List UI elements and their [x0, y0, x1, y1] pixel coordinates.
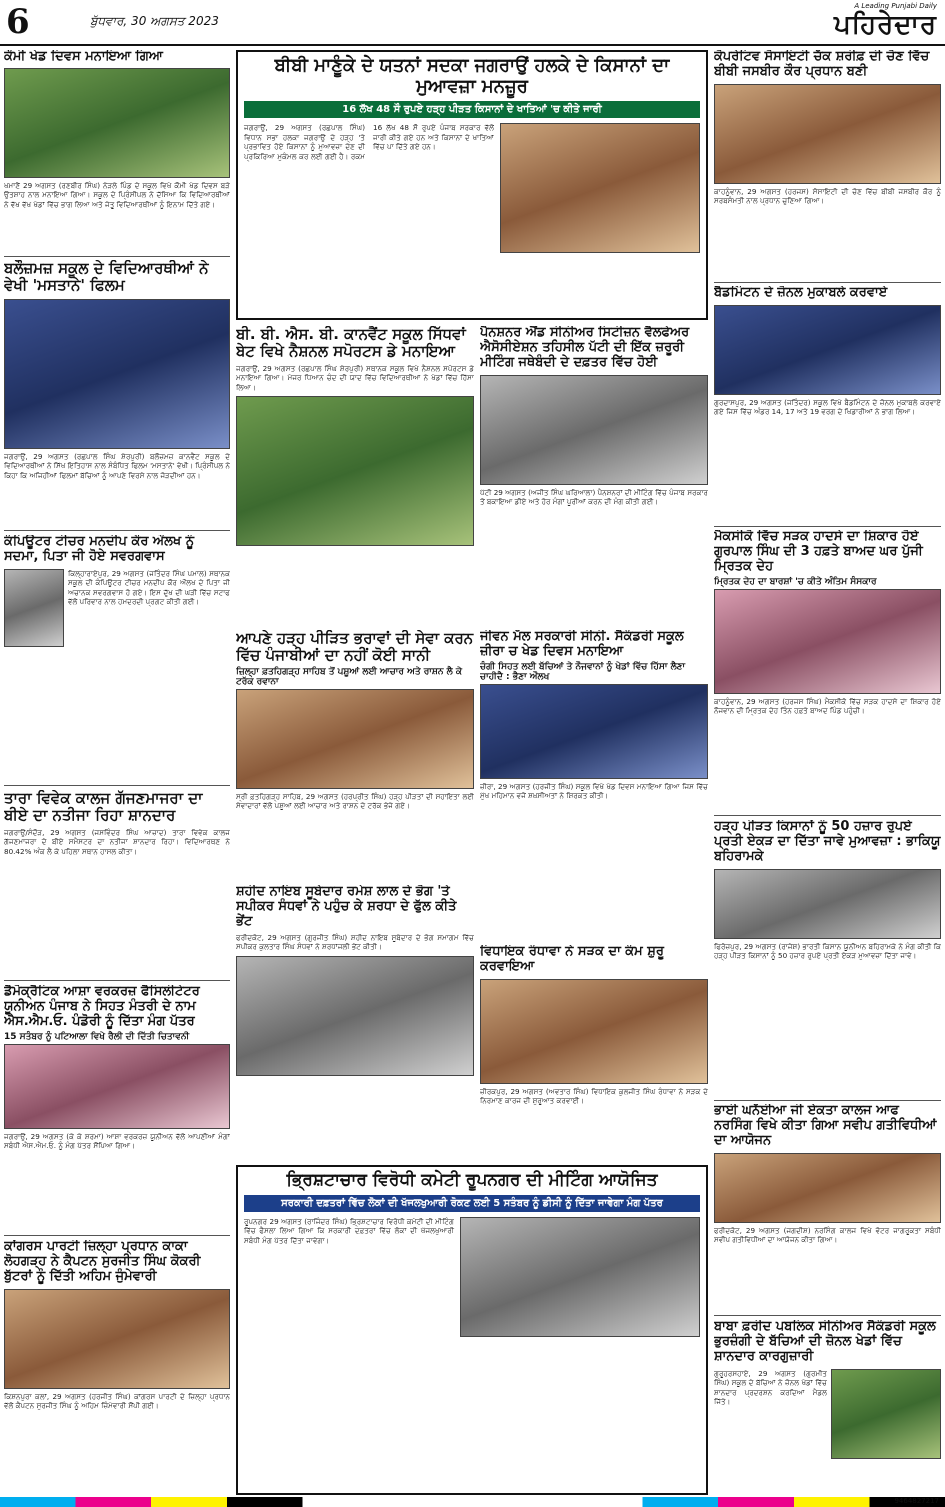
story-pensioners-meeting: [480, 326, 708, 626]
story-blossoms-school-film: [4, 260, 230, 580]
photo: [714, 1153, 941, 1223]
photo: [714, 869, 941, 939]
lead-strapline: 16 ਲੱਖ 48 ਸੌ ਰੁਪਏ ਹੜ੍ਹ ਪੀੜਤ ਕਿਸਾਨਾਂ ਦੇ ਖਾਤਿਆਂ 'ਚ ਕੀਤੇ ਜਾਰੀ: [244, 101, 700, 118]
photo: [4, 1044, 230, 1129]
story-baba-farid-school: [714, 1320, 941, 1495]
headline: ਕੰਪਿਊਟਰ ਟੀਚਰ ਮਨਦੀਪ ਕੌਰ ਔਲਖ ਨੂੰ ਸਦਮਾ, ਪਿਤਾ ਜੀ ਹੋਏ ਸਵਰਗਵਾਸ: [4, 535, 195, 564]
portrait-photo: [4, 569, 64, 647]
article-body: ਜਗਰਾਉਂ/ਸੰਦੌੜ, 29 ਅਗਸਤ (ਜਸਵਿੰਦਰ ਸਿੰਘ ਆਜ਼ਾਦ) ਤਾਰਾ ਵਿਵੇਕ ਕਾਲਜ ਗੱਜਣਮਾਜਰਾ ਦੇ ਬੀਏ ਸਮੈਸਟਰ ਦਾ ਨਤੀਜਾ ਸ਼ਾਨਦਾਰ ਰਿਹਾ। ਵਿਦਿਆਰਥਣ ਨੇ 80.42% ਅੰਕ ਲੈ ਕੇ ਪਹਿਲਾ ਸਥਾਨ ਹਾਸਲ ਕੀਤਾ।: [4, 827, 230, 856]
story-flood-relief-service: [236, 630, 474, 880]
page-number: 6: [6, 2, 30, 42]
story-mexico-accident: [714, 530, 941, 810]
headline: ਹੜ੍ਹ ਪੀੜਤ ਕਿਸਾਨਾਂ ਨੂੰ 50 ਹਜ਼ਾਰ ਰੁਪਏ ਪ੍ਰਤੀ ਏਕੜ ਦਾ ਦਿੱਤਾ ਜਾਵੇ ਮੁਆਵਜ਼ਾ : ਭਾਕਿਯੂ ਬਹਿਰਾਮਕੇ: [714, 820, 941, 864]
headline: ਡੈਮੋਕ੍ਰੈਟਿਕ ਆਸ਼ਾ ਵਰਕਰਜ਼ ਫੈਸਿਲੀਟੇਟਰ ਯੂਨੀਅਨ ਪੰਜਾਬ ਨੇ ਸਿਹਤ ਮੰਤਰੀ ਦੇ ਨਾਮ ਐਸ.ਐਮ.ਓ. ਪੰਡੋਰੀ ਨੂੰ ਦਿੱਤਾ ਮੰਗ ਪੱਤਰ: [4, 985, 200, 1029]
photo: [236, 396, 474, 546]
right-column: [714, 50, 941, 1495]
article-body: ਜ਼ੀਰਾ, 29 ਅਗਸਤ (ਹਰਜੀਤ ਸਿੰਘ) ਸਕੂਲ ਵਿਖੇ ਖੇਡ ਦਿਵਸ ਮਨਾਇਆ ਗਿਆ ਜਿਸ ਵਿੱਚ ਮੁੱਖ ਮਹਿਮਾਨ ਵਜੋਂ ਸ਼ਖ਼ਸੀਅਤਾਂ ਨੇ ਸ਼ਿਰਕਤ ਕੀਤੀ।: [480, 781, 708, 801]
photo: [236, 689, 474, 789]
photo: [480, 375, 708, 485]
photo: [831, 1369, 941, 1459]
article-body: ਕਿਲ੍ਹਾਰਾਏਪੁਰ, 29 ਅਗਸਤ (ਜਤਿੰਦਰ ਸਿੰਘ ਪਮਾਲ) ਸਥਾਨਕ ਸਕੂਲ ਦੀ ਕੰਪਿਊਟਰ ਟੀਚਰ ਮਨਦੀਪ ਕੌਰ ਔਲਖ ਦੇ ਪਿਤਾ ਜੀ ਅਚਾਨਕ ਸਵਰਗਵਾਸ ਹੋ ਗਏ। ਇਸ ਦੁੱਖ ਦੀ ਘੜੀ ਵਿੱਚ ਸਟਾਫ ਵੱਲੋਂ ਪਰਿਵਾਰ ਨਾਲ ਹਮਦਰਦੀ ਪ੍ਰਗਟ ਕੀਤੀ ਗਈ।: [68, 568, 230, 607]
photo: [714, 589, 941, 694]
headline: ਆਪਣੇ ਹੜ੍ਹ ਪੀੜਿਤ ਭਰਾਵਾਂ ਦੀ ਸੇਵਾ ਕਰਨ ਵਿੱਚ ਪੰਜਾਬੀਆਂ ਦਾ ਨਹੀਂ ਕੋਈ ਸਾਨੀ: [236, 630, 474, 665]
headline: ਕੌਮੀ ਖੇਡ ਦਿਵਸ ਮਨਾਇਆ ਗਿਆ: [4, 50, 163, 64]
article-body: ਸ੍ਰੀ ਫ਼ਤਹਿਗੜ੍ਹ ਸਾਹਿਬ, 29 ਅਗਸਤ (ਹਰਪ੍ਰੀਤ ਸਿੰਘ) ਹੜ੍ਹ ਪੀੜਤਾਂ ਦੀ ਸਹਾਇਤਾ ਲਈ ਸੇਵਾਦਾਰਾਂ ਵੱਲੋਂ ਪਸ਼ੂਆਂ ਲਈ ਆਚਾਰ ਅਤੇ ਰਾਸ਼ਨ ਦੇ ਟਰੱਕ ਭੇਜੇ ਗਏ।: [236, 791, 474, 810]
photo: [714, 84, 941, 184]
photo: [236, 956, 474, 1076]
headline: ਭ੍ਰਿਸ਼ਟਾਚਾਰ ਵਿਰੋਧੀ ਕਮੇਟੀ ਰੂਪਨਗਰ ਦੀ ਮੀਟਿੰਗ ਆਯੋਜਿਤ: [286, 1170, 658, 1190]
headline: ਬੈਡਮਿੰਟਨ ਦੇ ਜ਼ੋਨਲ ਮੁਕਾਬਲੇ ਕਰਵਾਏ: [714, 286, 888, 300]
photo: [4, 1289, 230, 1389]
photo: [480, 979, 708, 1084]
headline: ਭਾਈ ਘਨੱਈਆ ਜੀ ਏਕਤਾ ਕਾਲਜ ਆਫ ਨਰਸਿੰਗ ਵਿਖੇ ਕੀਤਾ ਗਿਆ ਸਵੀਪ ਗਤੀਵਿਧੀਆਂ ਦਾ ਆਯੋਜਨ: [714, 1104, 937, 1148]
headline: ਕੋਪਰੇਟਿਵ ਸੋਸਾਇਟੀ ਚੱਕ ਸ਼ਰੀਫ਼ ਦੀ ਚੋਣ ਵਿੱਚ ਬੀਬੀ ਜਸਬੀਰ ਕੌਰ ਪ੍ਰਧਾਨ ਬਣੀ: [714, 50, 930, 79]
story-bbsb-sports-day: [236, 326, 474, 626]
article-body: ਜਗਰਾਉਂ, 29 ਅਗਸਤ (ਕੇ ਕੇ ਸ਼ਰਮਾ) ਆਸ਼ਾ ਵਰਕਰਜ਼ ਯੂਨੀਅਨ ਵੱਲੋਂ ਆਪਣੀਆਂ ਮੰਗਾਂ ਸਬੰਧੀ ਐਸ.ਐਮ.ਓ. ਨੂੰ ਮੰਗ ਪੱਤਰ ਸੌਂਪਿਆ ਗਿਆ।: [4, 1131, 230, 1151]
masthead: [0, 0, 945, 46]
subheadline: ਮ੍ਰਿਤਕ ਦੇਹ ਦਾ ਬਾਰਸ਼ਾਂ 'ਚ ਕੀਤੇ ਅੰਤਿਮ ਸੰਸਕਾਰ: [714, 576, 877, 587]
article-body: ਫਿਰੋਜ਼ਪੁਰ, 29 ਅਗਸਤ (ਰਾਜੇਸ਼) ਭਾਰਤੀ ਕਿਸਾਨ ਯੂਨੀਅਨ ਬਹਿਰਾਮਕੇ ਨੇ ਮੰਗ ਕੀਤੀ ਕਿ ਹੜ੍ਹ ਪੀੜਤ ਕਿਸਾਨਾਂ ਨੂੰ 50 ਹਜ਼ਾਰ ਰੁਪਏ ਪ੍ਰਤੀ ਏਕੜ ਮੁਆਵਜ਼ਾ ਦਿੱਤਾ ਜਾਵੇ।: [714, 941, 941, 961]
photo: [4, 299, 230, 449]
left-column: [4, 50, 230, 1495]
photo: [4, 68, 230, 178]
article-body: ਕਾਹਨੂੰਵਾਨ, 29 ਅਗਸਤ (ਹਰਜਸ) ਸੋਸਾਇਟੀ ਦੀ ਚੋਣ ਵਿੱਚ ਬੀਬੀ ਜਸਬੀਰ ਕੌਰ ਨੂੰ ਸਰਬਸੰਮਤੀ ਨਾਲ ਪ੍ਰਧਾਨ ਚੁਣਿਆ ਗਿਆ।: [714, 186, 941, 206]
story-bku-compensation: [714, 820, 941, 1095]
story-computer-teacher: [4, 535, 230, 775]
article-body: ਗੁਰਦਾਸਪੁਰ, 29 ਅਗਸਤ (ਜਤਿੰਦਰ) ਸਕੂਲ ਵਿਖੇ ਬੈਡਮਿੰਟਨ ਦੇ ਜ਼ੋਨਲ ਮੁਕਾਬਲੇ ਕਰਵਾਏ ਗਏ ਜਿਸ ਵਿੱਚ ਅੰਡਰ 14, 17 ਅਤੇ 19 ਵਰਗ ਦੇ ਖਿਡਾਰੀਆਂ ਨੇ ਭਾਗ ਲਿਆ।: [714, 397, 941, 417]
subheadline: ਜ਼ਿਲ੍ਹਾ ਫ਼ਤਹਿਗੜ੍ਹ ਸਾਹਿਬ ਤੋਂ ਪਸ਼ੂਆਂ ਲਈ ਆਚਾਰ ਅਤੇ ਰਾਸ਼ਨ ਲੈ ਕੇ ਟਰੱਕ ਰਵਾਨਾ: [236, 666, 462, 687]
story-nursing-college-sveep: [714, 1104, 941, 1309]
subheadline: ਚੰਗੀ ਸਿਹਤ ਲਈ ਬੱਚਿਆਂ ਤੇ ਨੌਜਵਾਨਾਂ ਨੂੰ ਖੇਡਾਂ ਵਿੱਚ ਹਿੱਸਾ ਲੈਣਾ ਚਾਹੀਦੈ : ਭੈਣਾ ਔਲਖ: [480, 661, 686, 682]
article-body: ਫਰੀਦਕੋਟ, 29 ਅਗਸਤ (ਜਗਦੀਸ਼) ਨਰਸਿੰਗ ਕਾਲਜ ਵਿਖੇ ਵੋਟਰ ਜਾਗਰੂਕਤਾ ਸਬੰਧੀ ਸਵੀਪ ਗਤੀਵਿਧੀਆਂ ਦਾ ਆਯੋਜਨ ਕੀਤਾ ਗਿਆ।: [714, 1225, 941, 1245]
photo: [714, 305, 941, 395]
article-body: ਕਾਹਨੂੰਵਾਨ, 29 ਅਗਸਤ (ਹਰਜਸ ਸਿੰਘ) ਮੈਕਸੀਕੋ ਵਿੱਚ ਸੜਕ ਹਾਦਸੇ ਦਾ ਸ਼ਿਕਾਰ ਹੋਏ ਨੌਜਵਾਨ ਦੀ ਮ੍ਰਿਤਕ ਦੇਹ ਤਿੰਨ ਹਫ਼ਤੇ ਬਾਅਦ ਪਿੰਡ ਪਹੁੰਚੀ।: [714, 696, 941, 716]
story-tara-vivek-college: [4, 790, 230, 975]
color-registration-bar: [0, 1497, 945, 1507]
lead-story: [236, 50, 708, 320]
story-mla-road-work: [480, 945, 708, 1160]
article-body: ਕਿਸ਼ਨਪੁਰਾ ਕਲਾਂ, 29 ਅਗਸਤ (ਹਰਜੀਤ ਸਿੰਘ) ਕਾਂਗਰਸ ਪਾਰਟੀ ਦੇ ਜ਼ਿਲ੍ਹਾ ਪ੍ਰਧਾਨ ਵੱਲੋਂ ਕੈਪਟਨ ਸੁਰਜੀਤ ਸਿੰਘ ਨੂੰ ਅਹਿਮ ਜ਼ਿੰਮੇਵਾਰੀ ਸੌਂਪੀ ਗਈ।: [4, 1391, 230, 1411]
article-body: ਜ਼ੀਰਕਪੁਰ, 29 ਅਗਸਤ (ਅਵਤਾਰ ਸਿੰਘ) ਵਿਧਾਇਕ ਕੁਲਜੀਤ ਸਿੰਘ ਰੰਧਾਵਾ ਨੇ ਸੜਕ ਦੇ ਨਿਰਮਾਣ ਕਾਰਜ ਦੀ ਸ਼ੁਰੂਆਤ ਕਰਵਾਈ।: [480, 1086, 708, 1106]
headline: ਬਾਬਾ ਫ਼ਰੀਦ ਪਬਲਿਕ ਸੀਨੀਅਰ ਸੈਕੰਡਰੀ ਸਕੂਲ ਭੁਰਜ਼ੰਗੀ ਦੇ ਬੱਚਿਆਂ ਦੀ ਜ਼ੋਨਲ ਖੇਡਾਂ ਵਿੱਚ ਸ਼ਾਨਦਾਰ ਕਾਰਗੁਜ਼ਾਰੀ: [714, 1320, 936, 1364]
story-asha-workers: [4, 985, 230, 1230]
story-martyr-tribute: [236, 885, 474, 1155]
lead-photo: [500, 123, 700, 253]
subheadline: 15 ਸਤੰਬਰ ਨੂੰ ਪਟਿਆਲਾ ਵਿਖੇ ਰੈਲੀ ਦੀ ਦਿੱਤੀ ਚਿਤਾਵਨੀ: [4, 1031, 190, 1042]
issue-date: ਬੁੱਧਵਾਰ, 30 ਅਗਸਤ 2023: [90, 14, 219, 28]
headline: ਸ਼ਹੀਦ ਨਾਇਬ ਸੂਬੇਦਾਰ ਰਮੇਸ਼ ਲਾਲ ਦੇ ਭੋਗ 'ਤੇ ਸਪੀਕਰ ਸੰਧਵਾਂ ਨੇ ਪਹੁੰਚ ਕੇ ਸ਼ਰਧਾ ਦੇ ਫੁੱਲ ਕੀਤੇ ਭੇਂਟ: [236, 885, 457, 929]
brand-tagline: A Leading Punjabi Daily: [854, 2, 937, 10]
article-body: ਫਰੀਦਕੋਟ, 29 ਅਗਸਤ (ਗੁਰਜੀਤ ਸਿੰਘ) ਸ਼ਹੀਦ ਨਾਇਬ ਸੂਬੇਦਾਰ ਦੇ ਭੋਗ ਸਮਾਗਮ ਵਿੱਚ ਸਪੀਕਰ ਕੁਲਤਾਰ ਸਿੰਘ ਸੰਧਵਾਂ ਨੇ ਸ਼ਰਧਾਂਜਲੀ ਭੇਂਟ ਕੀਤੀ।: [236, 932, 474, 952]
article-body: ਜਗਰਾਉਂ, 29 ਅਗਸਤ (ਰਛਪਾਲ ਸਿੰਘ ਸ਼ੇਰਪੁਰੀ) ਬਲੌਜ਼ਮਜ਼ ਕਾਨਵੈਂਟ ਸਕੂਲ ਦੇ ਵਿਦਿਆਰਥੀਆਂ ਨੇ ਸਿੱਖ ਇਤਿਹਾਸ ਨਾਲ ਸੰਬੰਧਿਤ ਫਿਲਮ 'ਮਸਤਾਨੇ' ਵੇਖੀ। ਪ੍ਰਿੰਸੀਪਲ ਨੇ ਕਿਹਾ ਕਿ ਅਜਿਹੀਆਂ ਫਿਲਮਾਂ ਬੱਚਿਆਂ ਨੂੰ ਆਪਣੇ ਵਿਰਸੇ ਨਾਲ ਜੋੜਦੀਆਂ ਹਨ।: [4, 451, 230, 480]
lead-body: ਜਗਰਾਉਂ, 29 ਅਗਸਤ (ਰਛਪਾਲ ਸਿੰਘ) ਵਿਧਾਨ ਸਭਾ ਹਲਕਾ ਜਗਰਾਉਂ ਦੇ ਹੜ੍ਹ 'ਤੇ ਪ੍ਰਭਾਵਿਤ ਹੋਏ ਕਿਸਾਨਾਂ ਨੂੰ ਮੁਆਵਜ਼ਾ ਦੇਣ ਦੀ ਪ੍ਰਕਿਰਿਆ ਮੁਕੰਮਲ ਕਰ ਲਈ ਗਈ ਹੈ। ਰਕਮ 16 ਲੱਖ 48 ਸੌ ਰੁਪਏ ਪੰਜਾਬ ਸਰਕਾਰ ਵੱਲੋਂ ਜਾਰੀ ਕੀਤੇ ਗਏ ਹਨ ਅਤੇ ਕਿਸਾਨਾਂ ਦੇ ਖਾਤਿਆਂ ਵਿੱਚ ਪਾ ਦਿੱਤੇ ਗਏ ਹਨ।: [244, 123, 494, 161]
headline: ਬੀ. ਬੀ. ਐਸ. ਬੀ. ਕਾਨਵੈਂਟ ਸਕੂਲ ਸਿੱਧਵਾਂ ਬੇਟ ਵਿਖੇ ਨੈਸ਼ਨਲ ਸਪੋਰਟਸ ਡੇ ਮਨਾਇਆ: [236, 326, 466, 361]
story-congress-appointment: [4, 1240, 230, 1495]
headline: ਬਲੌਜ਼ਮਜ਼ ਸਕੂਲ ਦੇ ਵਿਦਿਆਰਥੀਆਂ ਨੇ ਵੇਖੀ 'ਮਸਤਾਨੇ' ਫਿਲਮ: [4, 260, 209, 295]
article-body: ਰੂਪਨਗਰ 29 ਅਗਸਤ (ਰਾਜਿੰਦਰ ਸਿੰਘ) ਭ੍ਰਿਸ਼ਟਾਚਾਰ ਵਿਰੋਧੀ ਕਮੇਟੀ ਦੀ ਮੀਟਿੰਗ ਵਿੱਚ ਫੈਸਲਾ ਲਿਆ ਗਿਆ ਕਿ ਸਰਕਾਰੀ ਦਫ਼ਤਰਾਂ ਵਿੱਚ ਲੋਕਾਂ ਦੀ ਖੱਜਲਖੁਆਰੀ ਸਬੰਧੀ ਮੰਗ ਪੱਤਰ ਦਿੱਤਾ ਜਾਵੇਗਾ।: [244, 1216, 454, 1245]
article-body: ਗੁਰੂਹਰਸਹਾਏ, 29 ਅਗਸਤ (ਗੁਰਮੀਤ ਸਿੰਘ) ਸਕੂਲ ਦੇ ਬੱਚਿਆਂ ਨੇ ਜ਼ੋਨਲ ਖੇਡਾਂ ਵਿੱਚ ਸ਼ਾਨਦਾਰ ਪ੍ਰਦਰਸ਼ਨ ਕਰਦਿਆਂ ਮੈਡਲ ਜਿੱਤੇ।: [714, 1368, 827, 1407]
anti-corruption-story: [236, 1165, 708, 1495]
headline: ਕਾਂਗਰਸ ਪਾਰਟੀ ਜ਼ਿਲ੍ਹਾ ਪ੍ਰਧਾਨ ਕਾਕਾ ਲੋਹਗੜ੍ਹ ਨੇ ਕੈਪਟਨ ਸੁਰਜੀਤ ਸਿੰਘ ਕੋਕਰੀ ਬੁੱਟਰਾਂ ਨੂੰ ਦਿੱਤੀ ਅਹਿਮ ਜੁੰਮੇਵਾਰੀ: [4, 1240, 201, 1284]
story-cooperative-election: [714, 50, 941, 280]
story-zira-sports-day: [480, 630, 708, 880]
story-badminton-zonal: [714, 286, 941, 521]
photo: [460, 1217, 700, 1337]
article-body: ਖਮਾਣੋਂ 29 ਅਗਸਤ (ਰਣਬੀਰ ਸਿੰਘ) ਨੇੜਲੇ ਪਿੰਡ ਦੇ ਸਕੂਲ ਵਿਖੇ ਕੌਮੀ ਖੇਡ ਦਿਵਸ ਬੜੇ ਉਤਸ਼ਾਹ ਨਾਲ ਮਨਾਇਆ ਗਿਆ। ਸਕੂਲ ਦੇ ਪ੍ਰਿੰਸੀਪਲ ਨੇ ਦੱਸਿਆ ਕਿ ਵਿਦਿਆਰਥੀਆਂ ਨੇ ਵੱਖ ਵੱਖ ਖੇਡਾਂ ਵਿੱਚ ਭਾਗ ਲਿਆ ਅਤੇ ਜੇਤੂ ਵਿਦਿਆਰਥੀਆਂ ਨੂੰ ਇਨਾਮ ਦਿੱਤੇ ਗਏ।: [4, 180, 230, 209]
headline: ਜੀਵਨ ਮੱਲ ਸਰਕਾਰੀ ਸੀਨੀ. ਸੈਕੰਡਰੀ ਸਕੂਲ ਜ਼ੀਰਾ ਚ ਖੇਡ ਦਿਵਸ ਮਨਾਇਆ: [480, 630, 684, 659]
photo: [480, 684, 708, 779]
strapline: ਸਰਕਾਰੀ ਦਫ਼ਤਰਾਂ ਵਿੱਚ ਲੋਕਾਂ ਦੀ ਖੱਜਲਖੁਆਰੀ ਰੋਕਣ ਲਈ 5 ਸਤੰਬਰ ਨੂੰ ਡੀਸੀ ਨੂੰ ਦਿੱਤਾ ਜਾਵੇਗਾ ਮੰਗ ਪੱਤਰ: [244, 1195, 700, 1212]
footer-phone: 9464827217: [894, 1497, 939, 1505]
story-national-sports-day: [4, 50, 230, 255]
article-body: ਜਗਰਾਉਂ, 29 ਅਗਸਤ (ਰਛਪਾਲ ਸਿੰਘ ਸ਼ੇਰਪੁਰੀ) ਸਥਾਨਕ ਸਕੂਲ ਵਿਖੇ ਨੈਸ਼ਨਲ ਸਪੋਰਟਸ ਡੇ ਮਨਾਇਆ ਗਿਆ। ਮੇਜਰ ਧਿਆਨ ਚੰਦ ਦੀ ਯਾਦ ਵਿੱਚ ਵਿਦਿਆਰਥੀਆਂ ਨੇ ਖੇਡਾਂ ਵਿੱਚ ਹਿੱਸਾ ਲਿਆ।: [236, 363, 474, 392]
lead-headline: ਬੀਬੀ ਮਾਣੂੰਕੇ ਦੇ ਯਤਨਾਂ ਸਦਕਾ ਜਗਰਾਉਂ ਹਲਕੇ ਦੇ ਕਿਸਾਨਾਂ ਦਾ ਮੁਆਵਜ਼ਾ ਮਨਜ਼ੂਰ: [274, 55, 670, 97]
article-body: ਪੱਟੀ 29 ਅਗਸਤ (ਅਜੀਤ ਸਿੰਘ ਘਰਿਆਲਾ) ਪੈਨਸ਼ਨਰਾਂ ਦੀ ਮੀਟਿੰਗ ਵਿੱਚ ਪੰਜਾਬ ਸਰਕਾਰ ਤੋਂ ਬਕਾਇਆ ਡੀਏ ਅਤੇ ਹੋਰ ਮੰਗਾਂ ਪੂਰੀਆਂ ਕਰਨ ਦੀ ਮੰਗ ਕੀਤੀ ਗਈ।: [480, 487, 708, 507]
newspaper-logo: ਪਹਿਰੇਦਾਰ: [834, 10, 937, 40]
headline: ਮੈਕਸੀਕੋ ਵਿੱਚ ਸੜਕ ਹਾਦਸੇ ਦਾ ਸ਼ਿਕਾਰ ਹੋਏ ਗੁਰਪਾਲ ਸਿੰਘ ਦੀ 3 ਹਫ਼ਤੇ ਬਾਅਦ ਘਰ ਪੁੱਜੀ ਮ੍ਰਿਤਕ ਦੇਹ: [714, 530, 923, 574]
headline: ਪੈਨਸ਼ਨਰ ਐਂਡ ਸੀਨੀਅਰ ਸਿਟੀਜ਼ਨ ਵੈਲਫੇਅਰ ਐਸੋਸੀਏਸ਼ਨ ਤਹਿਸੀਲ ਪੱਟੀ ਦੀ ਇੱਕ ਜ਼ਰੂਰੀ ਮੀਟਿੰਗ ਜਥੇਬੰਦੀ ਦੇ ਦਫ਼ਤਰ ਵਿੱਚ ਹੋਈ: [480, 326, 690, 370]
headline: ਤਾਰਾ ਵਿਵੇਕ ਕਾਲਜ ਗੱਜਣਮਾਜਰਾ ਦਾ ਬੀਏ ਦਾ ਨਤੀਜਾ ਰਿਹਾ ਸ਼ਾਨਦਾਰ: [4, 790, 203, 825]
headline: ਵਿਧਾਇਕ ਰੰਧਾਵਾ ਨੇ ਸੜਕ ਦਾ ਕੰਮ ਸ਼ੁਰੂ ਕਰਵਾਇਆ: [480, 945, 664, 974]
